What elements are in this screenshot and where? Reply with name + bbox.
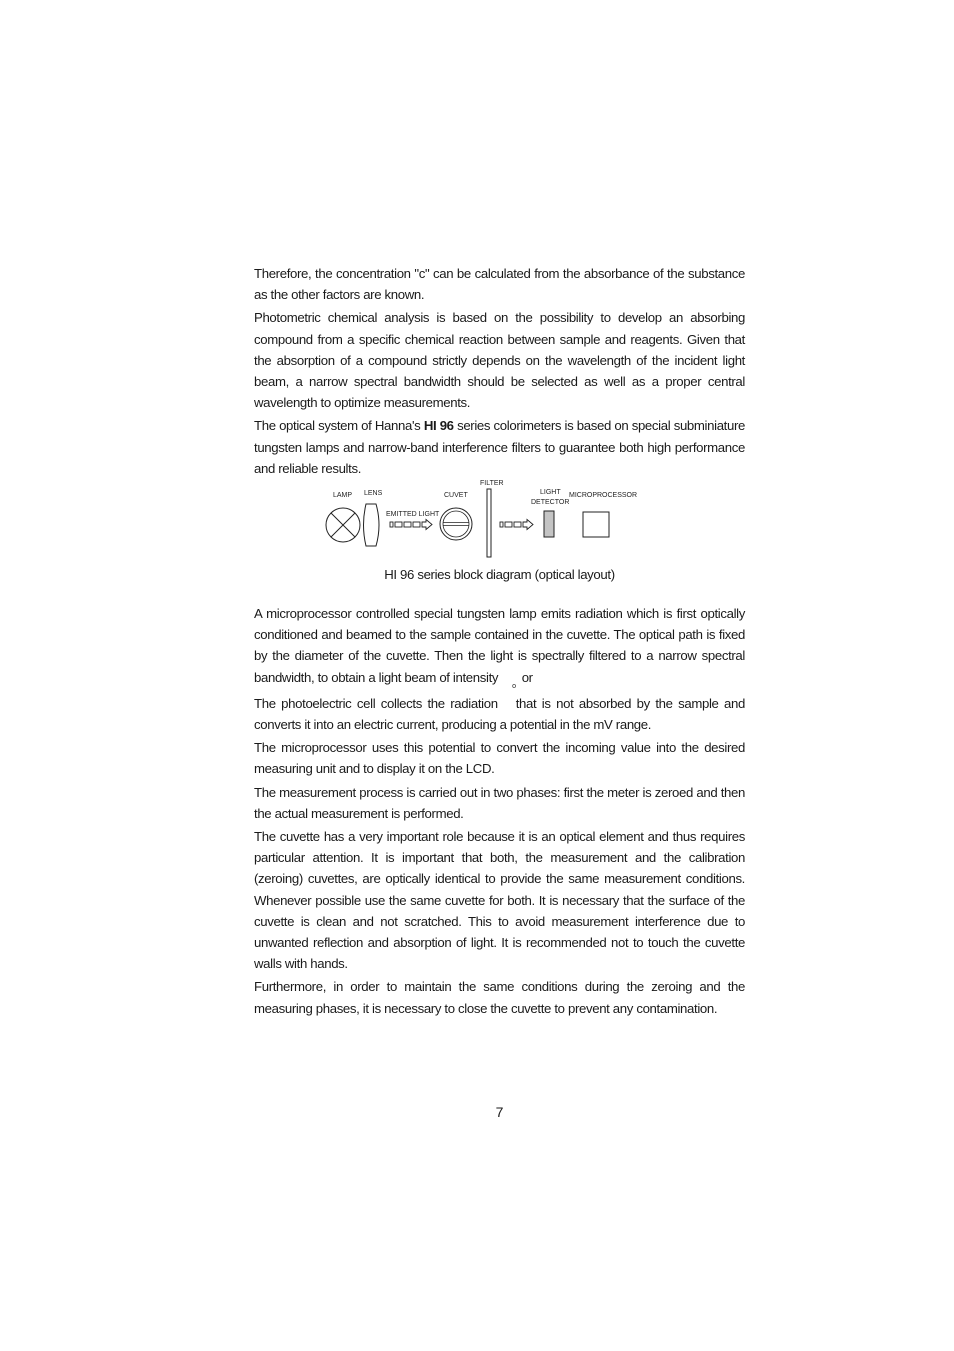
paragraph-photometric-analysis: Photometric chemical analysis is based on the possibility to develop an absorbing compound from a specific chemical reaction between sample and reagents. Given that the absorption of a compound strictly depends on the wavelength of the incident light beam, a narrow spectral bandwidth should be selected as well as a proper central wavelength to optimize measurements. [254,310,745,411]
intro-text [254,263,745,481]
paragraph-contamination: Furthermore, in order to maintain the same conditions during the zeroing and the measuring phases, it is necessary to close the cuvette to prevent any contamination. [254,979,745,1016]
emitted-light-label: EMITTED LIGHT [386,511,440,518]
page-number: 7 [495,1104,504,1120]
lamp-paragraph-end: or [521,669,533,685]
emitted-light-arrow-icon [390,520,432,530]
optical-system-text-end: series colorimeters is based on special subminiature tungsten lamps and narrow-band interference filters to guarantee both high performance and reliable results. [254,418,745,476]
optical-block-diagram [320,474,650,564]
paragraph-concentration: Therefore, the concentration "c" can be calculated from the absorbance of the substance as the other factors are known. [254,266,745,303]
photoelectric-text-end: that is not absorbed by the sample and converts it into an electric current, producing a potential in the mV range. [254,695,745,733]
cuvet-label: CUVET [444,492,468,499]
filtered-light-arrow-icon [500,520,533,530]
lens-icon [364,504,380,546]
lamp-icon [326,508,360,542]
light-detector-label-line1: LIGHT [540,489,561,496]
lamp-paragraph-text: A microprocessor controlled special tungsten lamp emits radiation which is first optically conditioned and beamed to the sample contained in the cuvette. The optical path is fixed by the diameter of the cuvette. Then the light is spectrally filtered to a narrow spectral bandwidth, to obtain a light beam of intensity [254,606,745,685]
paragraph-cuvette-role: The cuvette has a very important role because it is an optical element and thus requires particular attention. It is important that both, the measurement and the calibration (zeroing) cuvettes, are optically identical to provide the same measurement conditions. Whenever possible use the same cuvette for both. It is necessary that the surface of the cuvette is clean and not scratched. This to avoid measurement interference due to unwanted reflection and absorption of light. It is recommended not to touch the cuvette walls with hands. [254,829,745,972]
cuvet-icon [440,508,472,540]
paragraph-microprocessor-lcd: The microprocessor uses this potential to convert the incoming value into the desired measuring unit and to display it on the LCD. [254,740,745,777]
paragraph-optical-system [254,415,745,479]
paragraph-measurement-process: The measurement process is carried out in two phases: first the meter is zeroed and then the actual measurement is performed. [254,784,745,821]
lamp-label: LAMP [333,492,353,499]
model-name: HI 96 [423,418,454,434]
diagram-caption: HI 96 series block diagram (optical layout) [384,567,615,582]
paragraph-microprocessor-lamp [254,603,745,691]
filter-label: FILTER [480,480,504,487]
filter-icon [487,489,491,557]
light-detector-icon [544,511,554,537]
body-text [254,603,745,1021]
light-detector-label-line2: DETECTOR [531,499,570,506]
lens-label: LENS [364,490,383,497]
microprocessor-label: MICROPROCESSOR [569,492,638,499]
intensity-subscript: o [512,682,516,690]
optical-system-text-start: The optical system of Hanna's [254,418,421,434]
microprocessor-icon [583,512,609,537]
photoelectric-text-start: The photoelectric cell collects the radiation [254,695,498,711]
paragraph-photoelectric-cell [254,693,745,735]
